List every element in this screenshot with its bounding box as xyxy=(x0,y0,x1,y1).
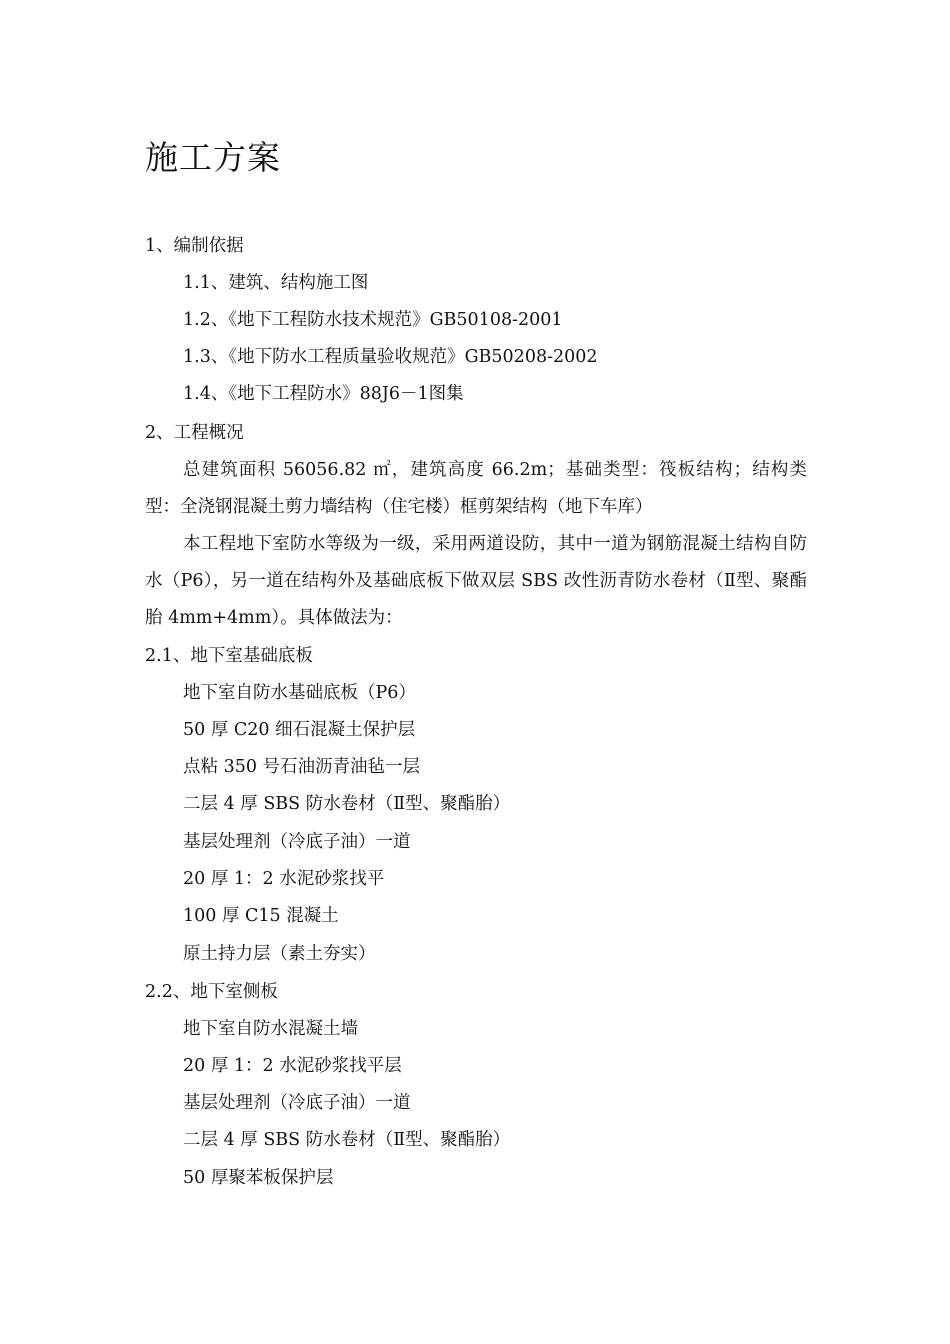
section-2-heading: 2、工程概况 xyxy=(145,423,244,443)
layer-item: 地下室自防水基础底板（P6） xyxy=(183,683,416,703)
layer-item: 原土持力层（素土夯实） xyxy=(183,944,376,964)
layer-item: 50 厚 C20 细石混凝土保护层 xyxy=(183,720,416,740)
layer-item: 点粘 350 号石油沥青油毡一层 xyxy=(183,757,421,777)
overview-paragraph-waterproof: 本工程地下室防水等级为一级，采用两道设防，其中一道为钢筋混凝土结构自防水（P6），另一道在结构外及基础底板下做双层 SBS 改性沥青防水卷材（Ⅱ型、聚酯胎 4mm+4mm）。具体做法为： xyxy=(145,534,807,628)
layer-item: 50 厚聚苯板保护层 xyxy=(183,1168,334,1188)
list-item-1-1: 1.1、建筑、结构施工图 xyxy=(183,273,369,293)
subsection-2-2-heading: 2.2、地下室侧板 xyxy=(145,982,278,1002)
layer-item: 二层 4 厚 SBS 防水卷材（Ⅱ型、聚酯胎） xyxy=(183,794,511,814)
layer-item: 100 厚 C15 混凝土 xyxy=(183,906,339,926)
list-item-1-2: 1.2、《地下工程防水技术规范》GB50108-2001 xyxy=(183,310,563,330)
subsection-2-1-heading: 2.1、地下室基础底板 xyxy=(145,646,313,666)
layer-item: 地下室自防水混凝土墙 xyxy=(183,1019,358,1039)
layer-item: 20 厚 1：2 水泥砂浆找平层 xyxy=(183,1056,402,1076)
overview-paragraph-area: 总建筑面积 56056.82 ㎡，建筑高度 66.2m；基础类型：筏板结构；结构类型：全浇钢混凝土剪力墙结构（住宅楼）框剪架结构（地下车库） xyxy=(145,460,807,517)
document-title: 施工方案 xyxy=(145,138,281,177)
layer-item: 基层处理剂（冷底子油）一道 xyxy=(183,1093,411,1113)
list-item-1-4: 1.4、《地下工程防水》88J6－1图集 xyxy=(183,384,464,404)
list-item-1-3: 1.3、《地下防水工程质量验收规范》GB50208-2002 xyxy=(183,347,598,367)
layer-item: 基层处理剂（冷底子油）一道 xyxy=(183,832,411,852)
layer-item: 20 厚 1：2 水泥砂浆找平 xyxy=(183,869,385,889)
layer-item: 二层 4 厚 SBS 防水卷材（Ⅱ型、聚酯胎） xyxy=(183,1130,511,1150)
section-1-heading: 1、编制依据 xyxy=(145,236,244,256)
